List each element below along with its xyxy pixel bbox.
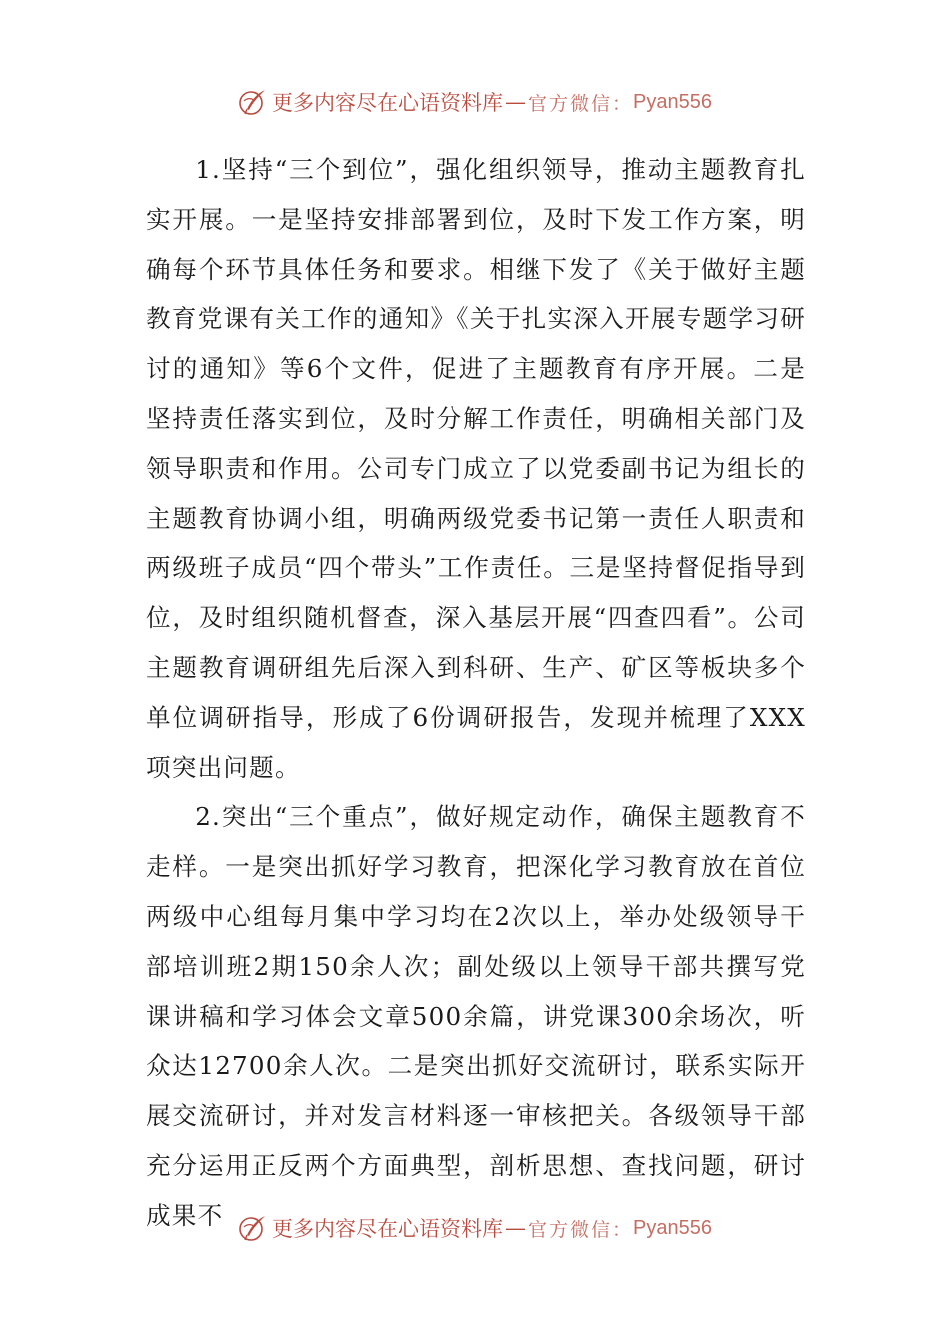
header-separator: — bbox=[505, 90, 526, 114]
quill-pen-logo-icon bbox=[238, 1213, 268, 1243]
header-banner bbox=[0, 82, 950, 122]
footer-separator: — bbox=[505, 1216, 526, 1240]
paragraph-2: 2.突出“三个重点”，做好规定动作，确保主题教育不走样。一是突出抓好学习教育，把深化学习教育放在首位两级中心组每月集中学习均在2次以上，举办处级领导干部培训班2期150余人次；副处级以上领导干部共撰写党课讲稿和学习体会文章500余篇，讲党课300余场次，听众达12700余人次。二是突出抓好交流研讨，联系实际开展交流研讨，并对发言材料逐一审核把关。各级领导干部充分运用正反两个方面典型，剖析思想、查找问题，研讨成果不 bbox=[146, 802, 806, 1230]
footer-banner bbox=[0, 1208, 950, 1248]
footer-wechat-id: Pyan556 bbox=[633, 1216, 712, 1239]
footer-brand: 更多内容尽在心语资料库 bbox=[272, 1217, 503, 1241]
header-wechat-id: Pyan556 bbox=[633, 90, 712, 113]
footer-wechat-label: 官方微信： bbox=[528, 1218, 634, 1241]
document-body bbox=[146, 145, 806, 1241]
header-brand: 更多内容尽在心语资料库 bbox=[272, 91, 503, 115]
paragraph-1: 1.坚持“三个到位”，强化组织领导，推动主题教育扎实开展。一是坚持安排部署到位，及时下发工作方案，明确每个环节具体任务和要求。相继下发了《关于做好主题教育党课有关工作的通知》《关于扎实深入开展专题学习研讨的通知》等6个文件，促进了主题教育有序开展。二是坚持责任落实到位，及时分解工作责任，明确相关部门及领导职责和作用。公司专门成立了以党委副书记为组长的主题教育协调小组，明确两级党委书记第一责任人职责和两级班子成员“四个带头”工作责任。三是坚持督促指导到位，及时组织随机督查，深入基层开展“四查四看”。公司主题教育调研组先后深入到科研、生产、矿区等板块多个单位调研指导，形成了6份调研报告，发现并梳理了XXX项突出问题。 bbox=[146, 155, 806, 782]
header-wechat-label: 官方微信： bbox=[528, 92, 634, 115]
quill-pen-logo-icon bbox=[238, 87, 268, 117]
